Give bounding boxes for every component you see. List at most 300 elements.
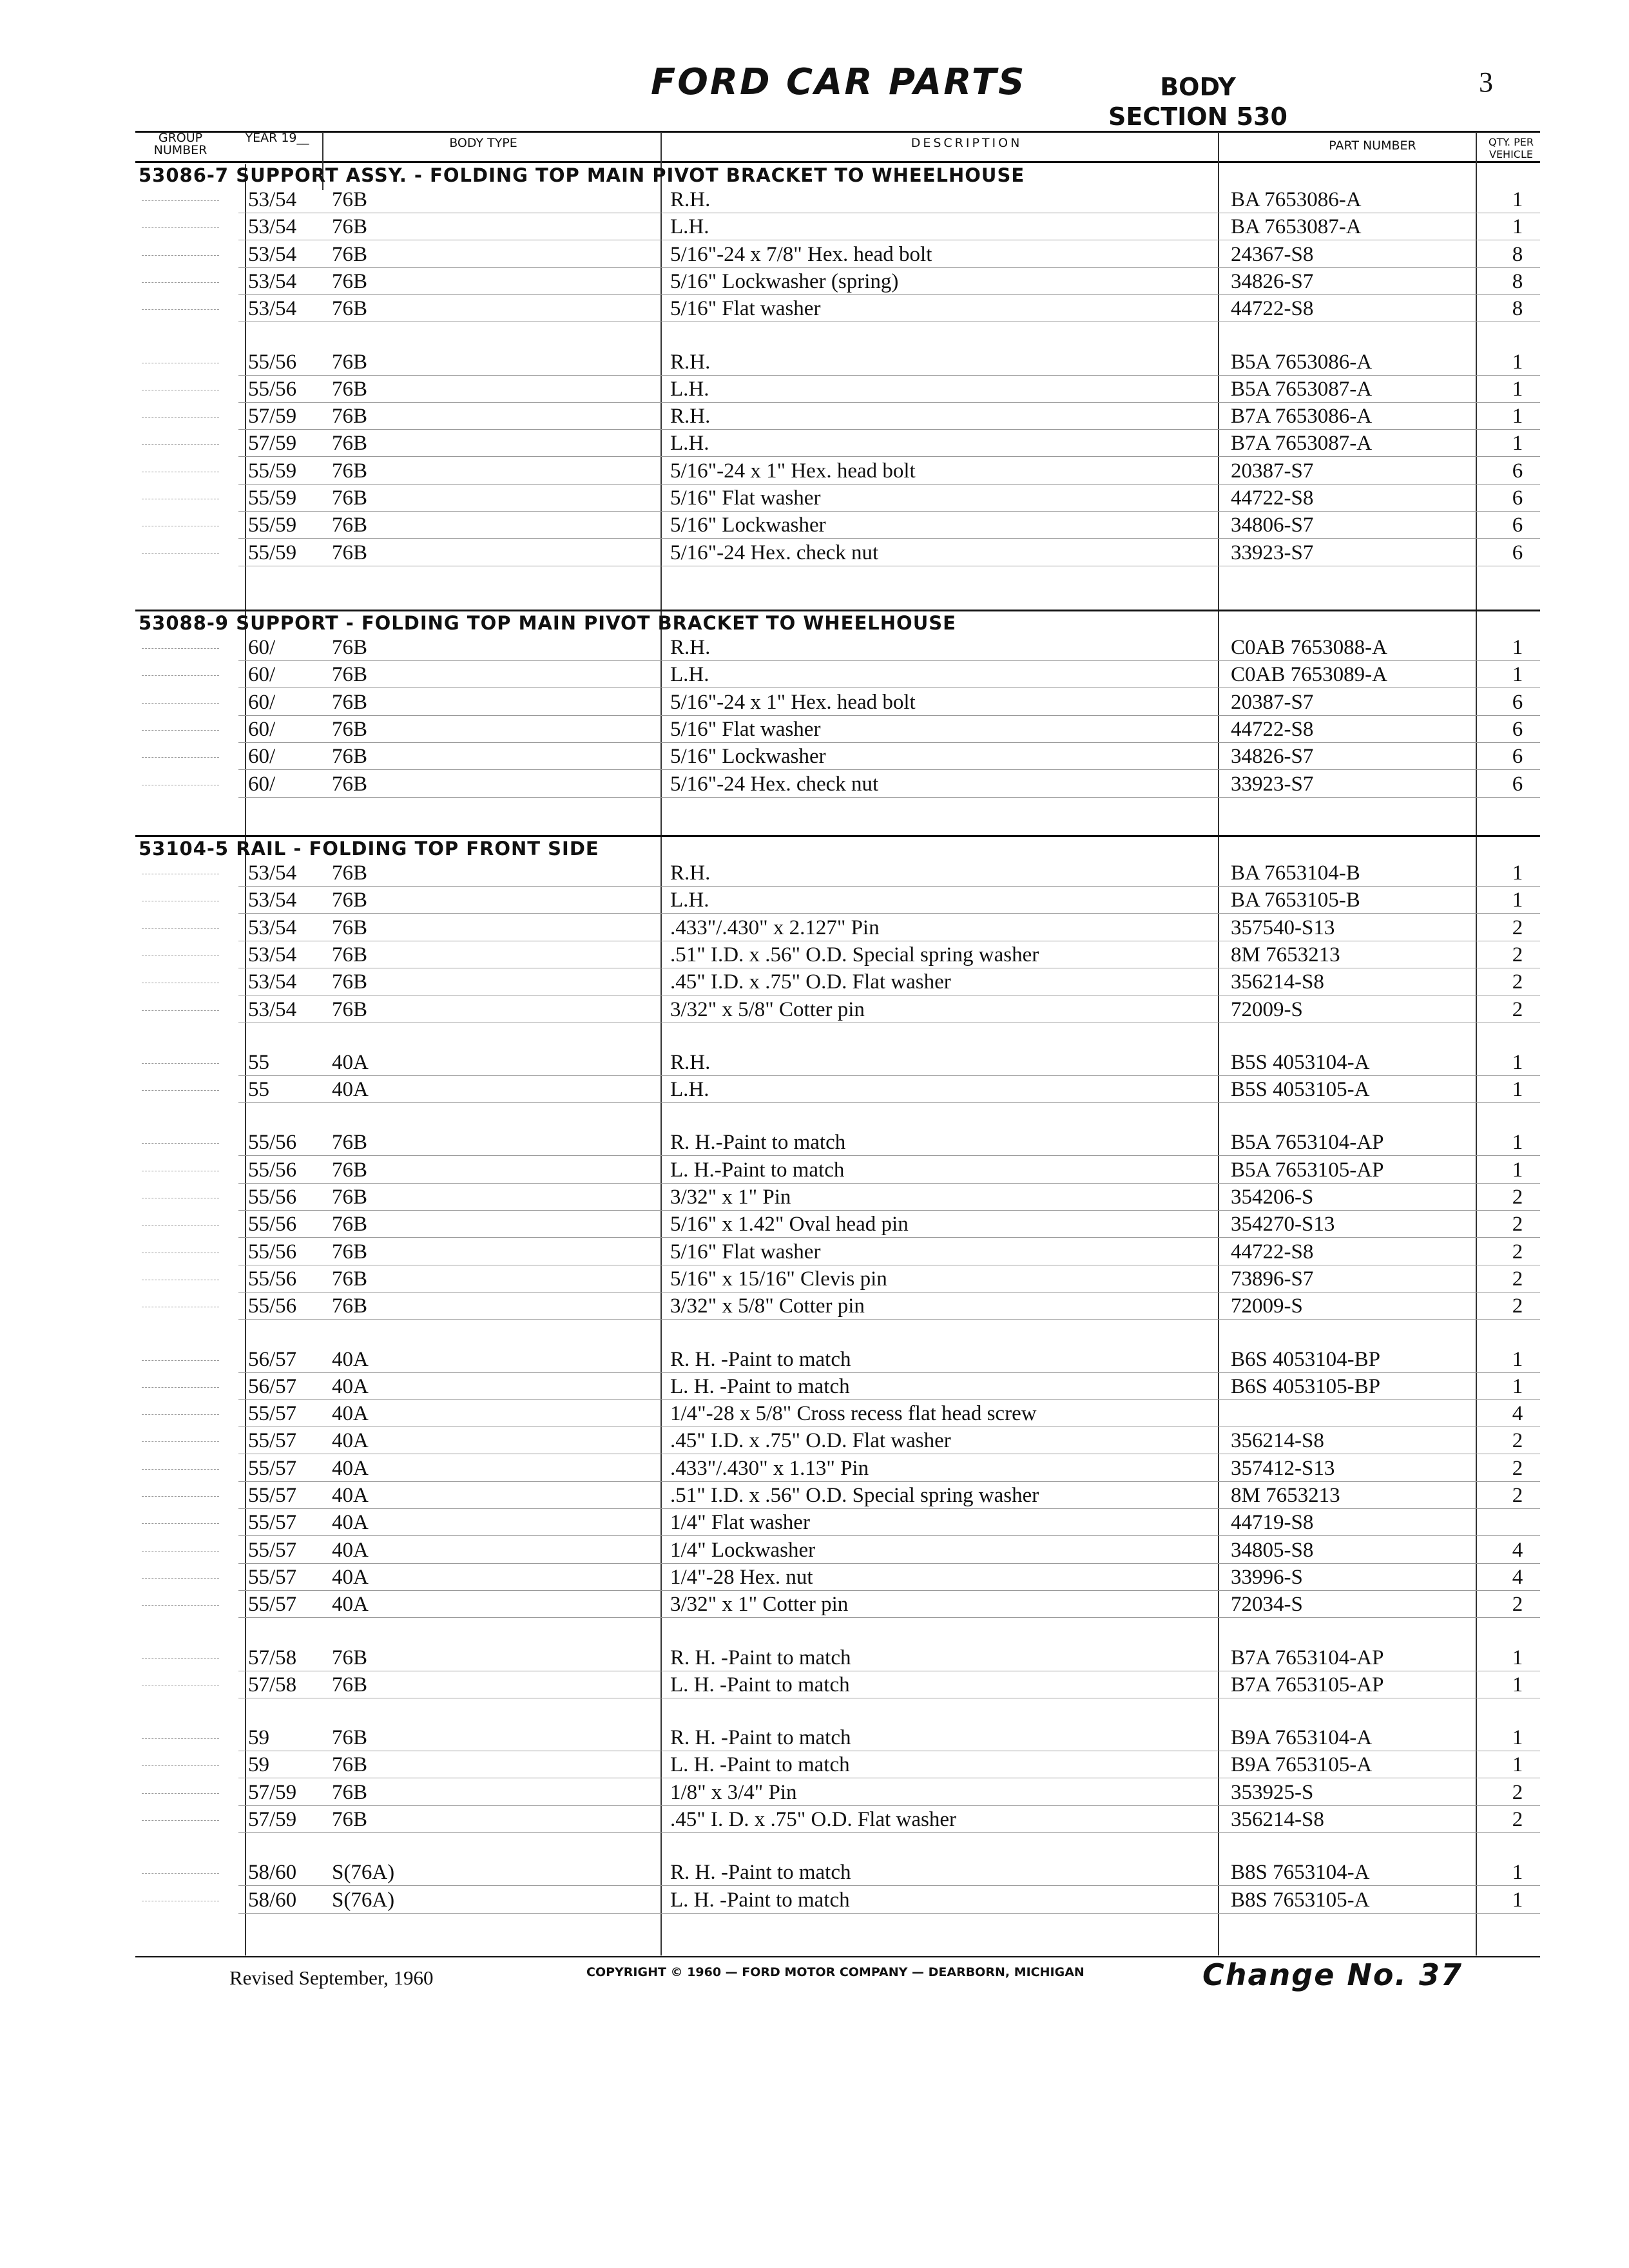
body-type-cell: 40A xyxy=(332,1374,369,1398)
group-blank-line xyxy=(142,928,219,929)
table-row xyxy=(135,295,1540,322)
qty-cell: 8 xyxy=(1512,297,1523,321)
body-type-cell: 76B xyxy=(332,916,368,939)
qty-cell: 4 xyxy=(1512,1538,1523,1562)
row-underline xyxy=(238,1913,1540,1914)
group-blank-line xyxy=(142,1793,219,1794)
catalog-title: FORD CAR PARTS xyxy=(651,61,1027,103)
year-cell: 55/57 xyxy=(248,1456,297,1480)
group-blank-line xyxy=(142,1523,219,1524)
table-row xyxy=(135,1537,1540,1564)
qty-cell: 2 xyxy=(1512,1780,1523,1804)
year-cell: 57/58 xyxy=(248,1673,297,1696)
qty-cell: 2 xyxy=(1512,1456,1523,1480)
description-cell: 5/16" Flat washer xyxy=(670,1240,821,1264)
table-row xyxy=(135,1887,1540,1914)
description-cell: 1/8" x 3/4" Pin xyxy=(670,1780,797,1804)
body-type-cell: 40A xyxy=(332,1078,369,1102)
description-cell: 5/16"-24 x 1" Hex. head bolt xyxy=(670,690,916,714)
part-number-cell: 72034-S xyxy=(1231,1593,1303,1617)
part-number-cell: 72009-S xyxy=(1231,1294,1303,1318)
year-cell: 55/59 xyxy=(248,459,297,483)
group-blank-line xyxy=(142,730,219,731)
qty-cell: 1 xyxy=(1512,636,1523,659)
copyright-notice: COPYRIGHT © 1960 — FORD MOTOR COMPANY — DEARBORN, MICHIGAN xyxy=(586,1965,1084,1979)
page-number: 3 xyxy=(1479,66,1493,98)
qty-cell: 2 xyxy=(1512,943,1523,966)
table-row xyxy=(135,376,1540,403)
year-cell: 55/56 xyxy=(248,1186,297,1209)
year-cell: 55 xyxy=(248,1078,269,1102)
group-blank-line xyxy=(142,553,219,554)
qty-cell: 1 xyxy=(1512,377,1523,401)
body-type-cell: 76B xyxy=(332,1294,368,1318)
table-row xyxy=(135,349,1540,376)
part-number-cell: 353925-S xyxy=(1231,1780,1314,1804)
part-number-cell: 33923-S7 xyxy=(1231,772,1314,796)
qty-cell: 1 xyxy=(1512,1347,1523,1371)
description-cell: 3/32" x 5/8" Cotter pin xyxy=(670,997,865,1021)
body-type-cell: 76B xyxy=(332,541,368,564)
group-rule xyxy=(135,610,1540,611)
body-type-cell: 76B xyxy=(332,377,368,401)
qty-cell: 1 xyxy=(1512,432,1523,456)
qty-cell: 1 xyxy=(1512,1078,1523,1102)
qty-cell: 6 xyxy=(1512,514,1523,537)
body-type-cell: 76B xyxy=(332,1240,368,1264)
col-body-type: BODY TYPE xyxy=(449,136,517,150)
qty-cell: 1 xyxy=(1512,1888,1523,1912)
part-number-cell: 33996-S xyxy=(1231,1565,1303,1589)
qty-cell: 6 xyxy=(1512,541,1523,564)
part-number-cell: B6S 4053104-BP xyxy=(1231,1347,1380,1371)
part-number-cell: 34826-S7 xyxy=(1231,745,1314,769)
group-blank-line xyxy=(142,1360,219,1361)
qty-cell: 1 xyxy=(1512,1673,1523,1696)
body-type-cell: 76B xyxy=(332,1780,368,1804)
group-blank-line xyxy=(142,1738,219,1739)
body-type-cell: 76B xyxy=(332,1186,368,1209)
year-cell: 55/56 xyxy=(248,1240,297,1264)
qty-cell: 6 xyxy=(1512,717,1523,741)
table-row xyxy=(135,1644,1540,1671)
part-number-cell: 34806-S7 xyxy=(1231,514,1314,537)
table-row xyxy=(135,1482,1540,1509)
body-type-cell: 76B xyxy=(332,861,368,885)
part-number-cell: 356214-S8 xyxy=(1231,1429,1324,1453)
part-number-cell: 356214-S8 xyxy=(1231,970,1324,994)
part-number-cell: BA 7653086-A xyxy=(1231,188,1362,211)
part-number-cell: 44722-S8 xyxy=(1231,486,1314,510)
group-blank-line xyxy=(142,703,219,704)
table-row xyxy=(135,1346,1540,1373)
part-number-cell: 73896-S7 xyxy=(1231,1267,1314,1291)
body-type-cell: 76B xyxy=(332,1808,368,1831)
qty-cell: 2 xyxy=(1512,970,1523,994)
body-type-cell: 40A xyxy=(332,1429,369,1453)
table-row xyxy=(135,241,1540,268)
table-row xyxy=(135,743,1540,770)
year-cell: 55/59 xyxy=(248,541,297,564)
description-cell: 5/16" x 15/16" Clevis pin xyxy=(670,1267,887,1291)
description-cell: L.H. xyxy=(670,432,709,456)
qty-cell: 1 xyxy=(1512,405,1523,428)
part-number-cell: B7A 7653105-AP xyxy=(1231,1673,1384,1696)
body-type-cell: 76B xyxy=(332,1158,368,1182)
year-cell: 59 xyxy=(248,1753,269,1777)
description-cell: 5/16" Lockwasher (spring) xyxy=(670,269,899,293)
body-type-cell: 40A xyxy=(332,1538,369,1562)
body-type-cell: 76B xyxy=(332,1753,368,1777)
body-type-cell: 76B xyxy=(332,690,368,714)
body-type-cell: 76B xyxy=(332,486,368,510)
part-number-cell: 354206-S xyxy=(1231,1186,1314,1209)
description-cell: R.H. xyxy=(670,188,711,211)
col-part-number: PART NUMBER xyxy=(1329,139,1416,153)
description-cell: R. H. -Paint to match xyxy=(670,1861,851,1885)
year-cell: 53/54 xyxy=(248,970,297,994)
description-cell: R. H.-Paint to match xyxy=(670,1131,846,1155)
group-blank-line xyxy=(142,417,219,418)
part-number-cell: 357540-S13 xyxy=(1231,916,1335,939)
description-cell: 5/16" Flat washer xyxy=(670,297,821,321)
body-type-cell: 40A xyxy=(332,1484,369,1507)
part-number-cell: 44722-S8 xyxy=(1231,1240,1314,1264)
year-cell: 57/59 xyxy=(248,405,297,428)
table-row xyxy=(135,1211,1540,1238)
year-cell: 53/54 xyxy=(248,916,297,939)
part-number-cell: 8M 7653213 xyxy=(1231,1484,1340,1507)
body-type-cell: 76B xyxy=(332,943,368,966)
year-cell: 55/57 xyxy=(248,1593,297,1617)
table-row xyxy=(135,1859,1540,1886)
table-row xyxy=(135,860,1540,887)
part-number-cell: B5S 4053104-A xyxy=(1231,1050,1370,1074)
group-blank-line xyxy=(142,1090,219,1091)
group-blank-line xyxy=(142,1387,219,1388)
table-row xyxy=(135,1806,1540,1833)
body-type-cell: 40A xyxy=(332,1565,369,1589)
part-number-cell: B5A 7653086-A xyxy=(1231,350,1373,374)
year-cell: 53/54 xyxy=(248,297,297,321)
description-cell: L. H. -Paint to match xyxy=(670,1753,850,1777)
description-cell: 1/4" Lockwasher xyxy=(670,1538,816,1562)
description-cell: L.H. xyxy=(670,215,709,239)
row-underline xyxy=(238,797,1540,798)
year-cell: 55 xyxy=(248,1050,269,1074)
description-cell: L.H. xyxy=(670,1078,709,1102)
group-blank-line xyxy=(142,1063,219,1064)
year-cell: 60/ xyxy=(248,690,276,714)
table-row xyxy=(135,1265,1540,1293)
qty-cell: 6 xyxy=(1512,459,1523,483)
body-type-cell: 76B xyxy=(332,717,368,741)
description-cell: 1/4"-28 x 5/8" Cross recess flat head screw xyxy=(670,1402,1037,1426)
year-cell: 60/ xyxy=(248,717,276,741)
revision-date: Revised September, 1960 xyxy=(229,1966,434,1989)
part-number-cell: 72009-S xyxy=(1231,997,1303,1021)
section-number: SECTION 530 xyxy=(1108,102,1287,131)
description-cell: 3/32" x 1" Pin xyxy=(670,1186,791,1209)
part-number-cell: B5S 4053105-A xyxy=(1231,1078,1370,1102)
body-type-cell: 76B xyxy=(332,997,368,1021)
qty-cell: 1 xyxy=(1512,350,1523,374)
part-number-cell: BA 7653104-B xyxy=(1231,861,1360,885)
part-number-cell: 20387-S7 xyxy=(1231,459,1314,483)
qty-cell: 2 xyxy=(1512,997,1523,1021)
qty-cell: 2 xyxy=(1512,1240,1523,1264)
qty-cell: 2 xyxy=(1512,1808,1523,1831)
year-cell: 55/57 xyxy=(248,1402,297,1426)
part-number-cell: 354270-S13 xyxy=(1231,1213,1335,1236)
part-number-cell: B5A 7653087-A xyxy=(1231,377,1373,401)
part-number-cell: B8S 7653105-A xyxy=(1231,1888,1370,1912)
body-type-cell: 76B xyxy=(332,514,368,537)
qty-cell: 6 xyxy=(1512,772,1523,796)
part-number-cell: B7A 7653104-AP xyxy=(1231,1646,1384,1669)
part-number-cell: 44722-S8 xyxy=(1231,297,1314,321)
group-blank-line xyxy=(142,1873,219,1874)
year-cell: 55/56 xyxy=(248,1213,297,1236)
description-cell: .433"/.430" x 1.13" Pin xyxy=(670,1456,869,1480)
table-row xyxy=(135,430,1540,457)
row-underline xyxy=(238,1319,1540,1320)
body-type-cell: 40A xyxy=(332,1402,369,1426)
part-number-cell: 44719-S8 xyxy=(1231,1511,1314,1535)
col-qty: QTY. PER VEHICLE xyxy=(1489,136,1534,160)
part-number-cell: 33923-S7 xyxy=(1231,541,1314,564)
year-cell: 55/59 xyxy=(248,486,297,510)
table-row xyxy=(135,457,1540,485)
col-group-number: GROUP NUMBER xyxy=(153,131,207,157)
table-row xyxy=(135,968,1540,995)
description-cell: 5/16" Flat washer xyxy=(670,717,821,741)
description-cell: 1/4" Flat washer xyxy=(670,1511,810,1535)
group-blank-line xyxy=(142,309,219,310)
table-row xyxy=(135,186,1540,213)
part-number-cell: 8M 7653213 xyxy=(1231,943,1340,966)
description-cell: L. H. -Paint to match xyxy=(670,1374,850,1398)
group-blank-line xyxy=(142,1010,219,1011)
description-cell: 5/16" x 1.42" Oval head pin xyxy=(670,1213,909,1236)
qty-cell: 1 xyxy=(1512,889,1523,912)
description-cell: L.H. xyxy=(670,663,709,687)
table-row xyxy=(135,1076,1540,1103)
group-blank-line xyxy=(142,1658,219,1659)
section-label: BODY xyxy=(1160,73,1236,101)
group-blank-line xyxy=(142,757,219,758)
body-type-cell: 76B xyxy=(332,745,368,769)
year-cell: 53/54 xyxy=(248,997,297,1021)
description-cell: R.H. xyxy=(670,350,711,374)
description-cell: 5/16"-24 x 1" Hex. head bolt xyxy=(670,459,916,483)
group-blank-line xyxy=(142,1414,219,1415)
body-type-cell: 76B xyxy=(332,772,368,796)
year-cell: 55/56 xyxy=(248,1294,297,1318)
group-blank-line xyxy=(142,1578,219,1579)
table-row xyxy=(135,1184,1540,1211)
body-type-cell: 76B xyxy=(332,1726,368,1750)
year-cell: 53/54 xyxy=(248,943,297,966)
description-cell: L. H. -Paint to match xyxy=(670,1888,850,1912)
qty-cell: 2 xyxy=(1512,1593,1523,1617)
year-cell: 55/56 xyxy=(248,1267,297,1291)
year-cell: 57/58 xyxy=(248,1646,297,1669)
group-rule xyxy=(135,835,1540,837)
group-blank-line xyxy=(142,675,219,676)
group-blank-line xyxy=(142,1441,219,1442)
body-type-cell: 40A xyxy=(332,1050,369,1074)
body-type-cell: S(76A) xyxy=(332,1861,395,1885)
table-row xyxy=(135,1564,1540,1591)
group-blank-line xyxy=(142,1551,219,1552)
qty-cell: 4 xyxy=(1512,1402,1523,1426)
description-cell: L. H. -Paint to match xyxy=(670,1673,850,1696)
col-description: DESCRIPTION xyxy=(911,136,1023,150)
qty-cell: 8 xyxy=(1512,269,1523,293)
part-number-cell: B7A 7653087-A xyxy=(1231,432,1373,456)
table-row xyxy=(135,716,1540,743)
qty-cell: 2 xyxy=(1512,1267,1523,1291)
body-type-cell: 76B xyxy=(332,188,368,211)
table-row xyxy=(135,268,1540,295)
year-cell: 53/54 xyxy=(248,215,297,239)
year-cell: 60/ xyxy=(248,772,276,796)
year-cell: 53/54 xyxy=(248,889,297,912)
description-cell: .51" I.D. x .56" O.D. Special spring washer xyxy=(670,943,1039,966)
year-cell: 57/59 xyxy=(248,432,297,456)
description-cell: 5/16" Lockwasher xyxy=(670,514,826,537)
part-number-cell: 34805-S8 xyxy=(1231,1538,1314,1562)
qty-cell: 2 xyxy=(1512,1429,1523,1453)
qty-cell: 2 xyxy=(1512,916,1523,939)
row-underline xyxy=(238,1617,1540,1618)
description-cell: 5/16"-24 Hex. check nut xyxy=(670,772,879,796)
description-cell: R.H. xyxy=(670,636,711,659)
year-cell: 60/ xyxy=(248,745,276,769)
description-cell: .45" I.D. x .75" O.D. Flat washer xyxy=(670,1429,951,1453)
table-row xyxy=(135,1591,1540,1618)
qty-cell: 6 xyxy=(1512,745,1523,769)
part-number-cell: B8S 7653104-A xyxy=(1231,1861,1370,1885)
qty-cell: 6 xyxy=(1512,690,1523,714)
table-row xyxy=(135,539,1540,566)
table-row xyxy=(135,1129,1540,1156)
body-type-cell: 40A xyxy=(332,1593,369,1617)
group-heading: 53088-9 SUPPORT - FOLDING TOP MAIN PIVOT BRACKET TO WHEELHOUSE xyxy=(139,612,956,634)
year-cell: 55/57 xyxy=(248,1511,297,1535)
table-row xyxy=(135,941,1540,968)
description-cell: L.H. xyxy=(670,889,709,912)
year-cell: 55/57 xyxy=(248,1538,297,1562)
body-type-cell: 40A xyxy=(332,1347,369,1371)
body-type-cell: 76B xyxy=(332,1673,368,1696)
qty-cell: 1 xyxy=(1512,1158,1523,1182)
body-type-cell: 76B xyxy=(332,432,368,456)
group-blank-line xyxy=(142,200,219,201)
part-number-cell: B7A 7653086-A xyxy=(1231,405,1373,428)
body-type-cell: 76B xyxy=(332,215,368,239)
year-cell: 55/56 xyxy=(248,1158,297,1182)
body-type-cell: 76B xyxy=(332,405,368,428)
year-cell: 53/54 xyxy=(248,188,297,211)
body-type-cell: 76B xyxy=(332,889,368,912)
year-cell: 55/56 xyxy=(248,1131,297,1155)
description-cell: .433"/.430" x 2.127" Pin xyxy=(670,916,880,939)
year-cell: 55/56 xyxy=(248,377,297,401)
year-cell: 56/57 xyxy=(248,1347,297,1371)
part-number-cell: BA 7653105-B xyxy=(1231,889,1360,912)
description-cell: 5/16" Flat washer xyxy=(670,486,821,510)
description-cell: R. H. -Paint to match xyxy=(670,1347,851,1371)
qty-cell: 1 xyxy=(1512,1726,1523,1750)
year-cell: 57/59 xyxy=(248,1808,297,1831)
body-type-cell: 76B xyxy=(332,242,368,266)
table-row xyxy=(135,887,1540,914)
qty-cell: 1 xyxy=(1512,1050,1523,1074)
qty-cell: 1 xyxy=(1512,1374,1523,1398)
description-cell: L. H.-Paint to match xyxy=(670,1158,845,1182)
part-number-cell: B6S 4053105-BP xyxy=(1231,1374,1380,1398)
part-number-cell: 44722-S8 xyxy=(1231,717,1314,741)
row-underline xyxy=(238,1102,1540,1103)
change-number: Change No. 37 xyxy=(1202,1957,1463,1992)
table-row xyxy=(135,1779,1540,1806)
part-number-cell: B5A 7653105-AP xyxy=(1231,1158,1384,1182)
body-type-cell: 76B xyxy=(332,1131,368,1155)
description-cell: 3/32" x 1" Cotter pin xyxy=(670,1593,849,1617)
table-row xyxy=(135,771,1540,798)
table-row xyxy=(135,213,1540,240)
qty-cell: 2 xyxy=(1512,1484,1523,1507)
body-type-cell: 76B xyxy=(332,663,368,687)
year-cell: 55/59 xyxy=(248,514,297,537)
qty-cell: 1 xyxy=(1512,1861,1523,1885)
table-row xyxy=(135,485,1540,512)
qty-cell: 1 xyxy=(1512,663,1523,687)
body-type-cell: S(76A) xyxy=(332,1888,395,1912)
table-row xyxy=(135,1400,1540,1427)
description-cell: 1/4"-28 Hex. nut xyxy=(670,1565,813,1589)
year-cell: 60/ xyxy=(248,663,276,687)
year-cell: 55/57 xyxy=(248,1565,297,1589)
year-cell: 55/57 xyxy=(248,1429,297,1453)
year-cell: 55/56 xyxy=(248,350,297,374)
group-blank-line xyxy=(142,1605,219,1606)
table-row xyxy=(135,914,1540,941)
year-cell: 53/54 xyxy=(248,269,297,293)
table-row xyxy=(135,996,1540,1023)
qty-cell: 1 xyxy=(1512,1646,1523,1669)
part-number-cell: B9A 7653104-A xyxy=(1231,1726,1373,1750)
description-cell: R.H. xyxy=(670,861,711,885)
year-cell: 53/54 xyxy=(248,242,297,266)
group-heading: 53086-7 SUPPORT ASSY. - FOLDING TOP MAIN PIVOT BRACKET TO WHEELHOUSE xyxy=(139,164,1025,186)
qty-cell: 1 xyxy=(1512,188,1523,211)
qty-cell: 1 xyxy=(1512,861,1523,885)
group-blank-line xyxy=(142,1765,219,1766)
part-number-cell: 357412-S13 xyxy=(1231,1456,1335,1480)
table-row xyxy=(135,634,1540,661)
description-cell: R. H. -Paint to match xyxy=(670,1726,851,1750)
part-number-cell: 356214-S8 xyxy=(1231,1808,1324,1831)
qty-cell: 2 xyxy=(1512,1213,1523,1236)
part-number-cell: B9A 7653105-A xyxy=(1231,1753,1373,1777)
body-type-cell: 76B xyxy=(332,1267,368,1291)
description-cell: 5/16"-24 Hex. check nut xyxy=(670,541,879,564)
description-cell: L.H. xyxy=(670,377,709,401)
description-cell: R.H. xyxy=(670,1050,711,1074)
